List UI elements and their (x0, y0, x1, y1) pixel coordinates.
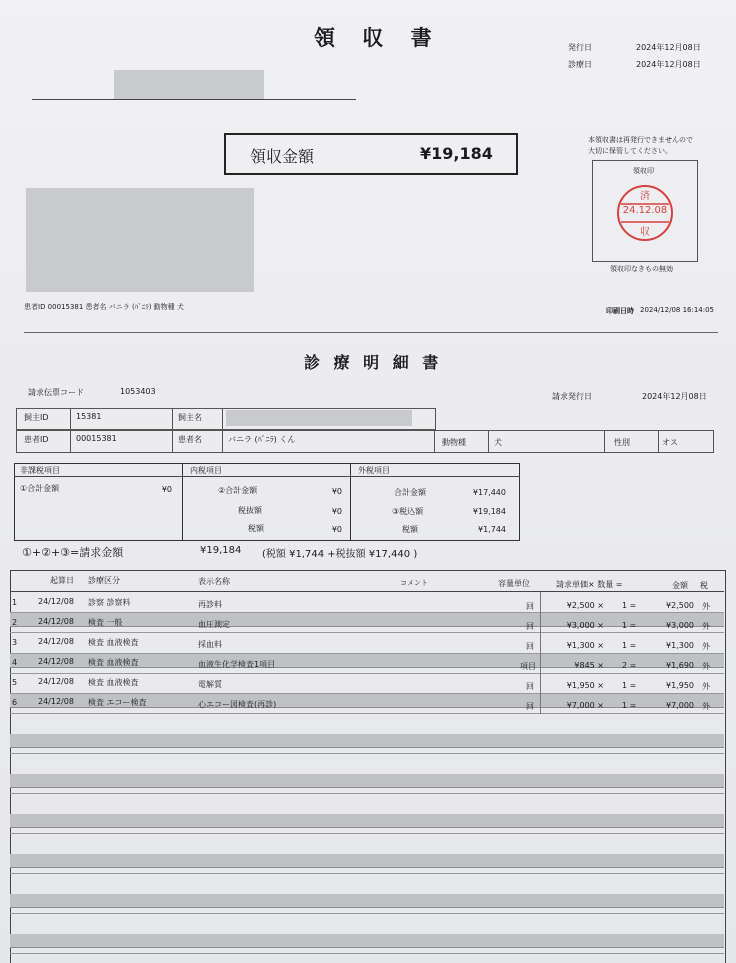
excl-total-value: ¥17,440 (472, 488, 506, 497)
row-tax: 外 (702, 602, 710, 611)
row-tax: 外 (702, 642, 710, 651)
excl-tax-label: 税額 (402, 525, 418, 534)
row-qty: 1 = (622, 621, 637, 630)
row-qty: 2 = (622, 661, 637, 670)
col-sep (658, 430, 659, 452)
row-amount: ¥3,000 (666, 621, 694, 630)
visit-date-label: 診療日 (568, 60, 592, 69)
row-amount: ¥1,690 (666, 661, 694, 670)
stamp-char-bottom: 収 (640, 227, 650, 238)
receipt-separator (24, 332, 718, 333)
row-rule (10, 693, 724, 694)
row-price: ¥2,500 × (566, 601, 604, 610)
statement-title: 診 療 明 細 書 (304, 353, 443, 372)
excl-incl-label: ③税込額 (392, 507, 424, 516)
sex-value: オス (662, 438, 678, 447)
header-category: 診療区分 (88, 576, 120, 585)
owner-id-value: 15381 (76, 412, 102, 421)
print-value: 2024/12/08 16:14:05 (640, 306, 715, 314)
redacted-owner-name-field (226, 410, 412, 426)
row-amount: ¥1,300 (666, 641, 694, 650)
row-no: 2 (12, 618, 18, 627)
row-unit: 回 (526, 622, 534, 631)
row-name: 血液生化学検査1項目 (198, 660, 276, 669)
sex-label: 性別 (614, 438, 630, 447)
row-date: 24/12/08 (38, 677, 74, 686)
col-sep (604, 430, 605, 452)
excl-total-label: 合計金額 (394, 488, 426, 497)
row-rule (10, 632, 724, 633)
incl-excl-value: ¥0 (331, 507, 342, 516)
incl-tax-value: ¥0 (331, 525, 342, 534)
row-date: 24/12/08 (38, 617, 74, 626)
row-price: ¥7,000 × (566, 701, 604, 710)
patient-name-label: 患者名 (178, 435, 202, 444)
row-category: 検査 一般 (88, 618, 123, 627)
row-rule (10, 833, 724, 834)
row-price: ¥3,000 × (566, 621, 604, 630)
row-no: 5 (12, 678, 18, 687)
billing-date-value: 2024年12月08日 (642, 392, 707, 401)
row-tax: 外 (702, 622, 710, 631)
notice-line-1: 本領収書は再発行できませんので (588, 136, 693, 144)
row-price: ¥845 × (574, 661, 604, 670)
row-rule (10, 673, 724, 674)
nontax-total-value: ¥0 (161, 485, 172, 494)
row-date: 24/12/08 (38, 637, 74, 646)
col-sep (182, 463, 183, 541)
row-tax: 外 (702, 662, 710, 671)
row-band (10, 774, 724, 788)
incl-total-label: ②合計金額 (218, 486, 258, 495)
header-date: 起算日 (50, 576, 74, 585)
row-amount: ¥2,500 (666, 601, 694, 610)
header-name: 表示名称 (198, 577, 230, 586)
row-unit: 回 (526, 602, 534, 611)
stamp-date: 24.12.08 (622, 205, 668, 216)
row-tax: 外 (702, 702, 710, 711)
tax-header-rule (14, 476, 520, 477)
summary-tax-breakdown: (税額 ¥1,744 +税抜額 ¥17,440 ) (262, 549, 418, 560)
row-qty: 1 = (622, 701, 637, 710)
row-qty: 1 = (622, 681, 637, 690)
row-rule (10, 653, 724, 654)
redacted-clinic-info (26, 188, 254, 292)
row-price: ¥1,300 × (566, 641, 604, 650)
owner-underline (32, 99, 356, 100)
tax-table (14, 463, 520, 541)
amount-box (224, 133, 518, 175)
patient-id-label: 患者ID (24, 435, 49, 444)
species-label: 動物種 (442, 438, 466, 447)
row-rule (10, 793, 724, 794)
row-name: 心エコー図検査(再診) (198, 700, 277, 709)
notice-line-2: 大切に保管してください。 (588, 147, 672, 155)
row-name: 採血料 (198, 640, 222, 649)
row-qty: 1 = (622, 641, 637, 650)
row-unit: 回 (526, 642, 534, 651)
slip-code-label: 請求伝票コード (28, 388, 84, 397)
row-no: 3 (12, 638, 18, 647)
row-rule (10, 953, 724, 954)
row-rule (10, 913, 724, 914)
row-band (10, 734, 724, 748)
slip-code-value: 1053403 (120, 387, 156, 396)
row-qty: 1 = (622, 601, 637, 610)
row-date: 24/12/08 (38, 697, 74, 706)
patient-id-value: 00015381 (76, 434, 117, 443)
redacted-owner-name (114, 70, 264, 100)
excl-tax-value: ¥1,744 (478, 525, 506, 534)
excl-incl-value: ¥19,184 (472, 507, 506, 516)
species-value: 犬 (494, 438, 502, 447)
row-amount: ¥1,950 (666, 681, 694, 690)
row-name: 再診料 (198, 600, 222, 609)
row-no: 4 (12, 658, 18, 667)
row-rule (10, 612, 724, 613)
header-price-qty: 請求単価× 数量 = (556, 580, 623, 589)
billing-date-label: 請求発行日 (552, 392, 592, 401)
row-rule (10, 873, 724, 874)
nontax-total-label: ①合計金額 (20, 484, 60, 493)
incl-excl-label: 税抜額 (238, 506, 262, 515)
summary-value: ¥19,184 (200, 545, 242, 556)
patient-summary-line: 患者ID 00015381 患者名 バニラ (ﾊﾞﾆﾗ) 動物種 犬 (24, 303, 184, 311)
row-price: ¥1,950 × (566, 681, 604, 690)
header-amount: 金額 (672, 581, 688, 590)
incl-tax-label: 税額 (248, 524, 264, 533)
row-category: 検査 血液検査 (88, 658, 139, 667)
print-label: 印刷日時 (606, 307, 634, 315)
stamp-note: 領収印なきもの無効 (610, 265, 673, 273)
excl-header: 外税項目 (358, 466, 390, 475)
patient-row (16, 430, 714, 453)
row-name: 電解質 (198, 680, 222, 689)
patient-name-value: バニラ (ﾊﾞﾆﾗ) くん (228, 435, 296, 444)
unit-col-rule (540, 592, 541, 714)
receipt-title: 領 収 書 (314, 26, 442, 50)
row-unit: 項目 (520, 662, 536, 671)
row-amount: ¥7,000 (666, 701, 694, 710)
row-rule (10, 753, 724, 754)
row-tax: 外 (702, 682, 710, 691)
row-band (10, 934, 724, 948)
row-no: 6 (12, 698, 18, 707)
stamp-label: 領収印 (633, 167, 654, 175)
row-date: 24/12/08 (38, 657, 74, 666)
items-header-rule (10, 591, 724, 592)
row-category: 検査 血液検査 (88, 678, 139, 687)
visit-date-value: 2024年12月08日 (636, 60, 701, 69)
header-comment: コメント (400, 579, 428, 587)
owner-name-label: 飼主名 (178, 413, 202, 422)
stamp-char-top: 済 (640, 191, 650, 202)
col-sep (488, 430, 489, 452)
row-no: 1 (12, 598, 18, 607)
stamp-box (592, 160, 698, 262)
row-date: 24/12/08 (38, 597, 74, 606)
incl-total-value: ¥0 (331, 487, 342, 496)
header-unit: 容量単位 (498, 579, 530, 588)
row-name: 血圧測定 (198, 620, 230, 629)
issue-date-value: 2024年12月08日 (636, 43, 701, 52)
header-tax: 税 (700, 581, 708, 590)
amount-label: 領収金額 (250, 147, 315, 166)
issue-date-label: 発行日 (568, 43, 592, 52)
row-category: 検査 エコー検査 (88, 698, 147, 707)
row-band (10, 854, 724, 868)
row-unit: 回 (526, 682, 534, 691)
row-category: 診察 診察料 (88, 598, 131, 607)
row-category: 検査 血液検査 (88, 638, 139, 647)
row-unit: 回 (526, 702, 534, 711)
nontax-header: 非課税項目 (20, 466, 60, 475)
incl-header: 内税項目 (190, 466, 222, 475)
row-band (10, 814, 724, 828)
row-band (10, 894, 724, 908)
col-sep (434, 430, 435, 452)
col-sep (350, 463, 351, 541)
row-rule (10, 713, 724, 714)
amount-value: ¥19,184 (420, 144, 493, 163)
summary-label: ①+②+③=請求金額 (22, 546, 124, 559)
owner-id-label: 飼主ID (24, 413, 49, 422)
